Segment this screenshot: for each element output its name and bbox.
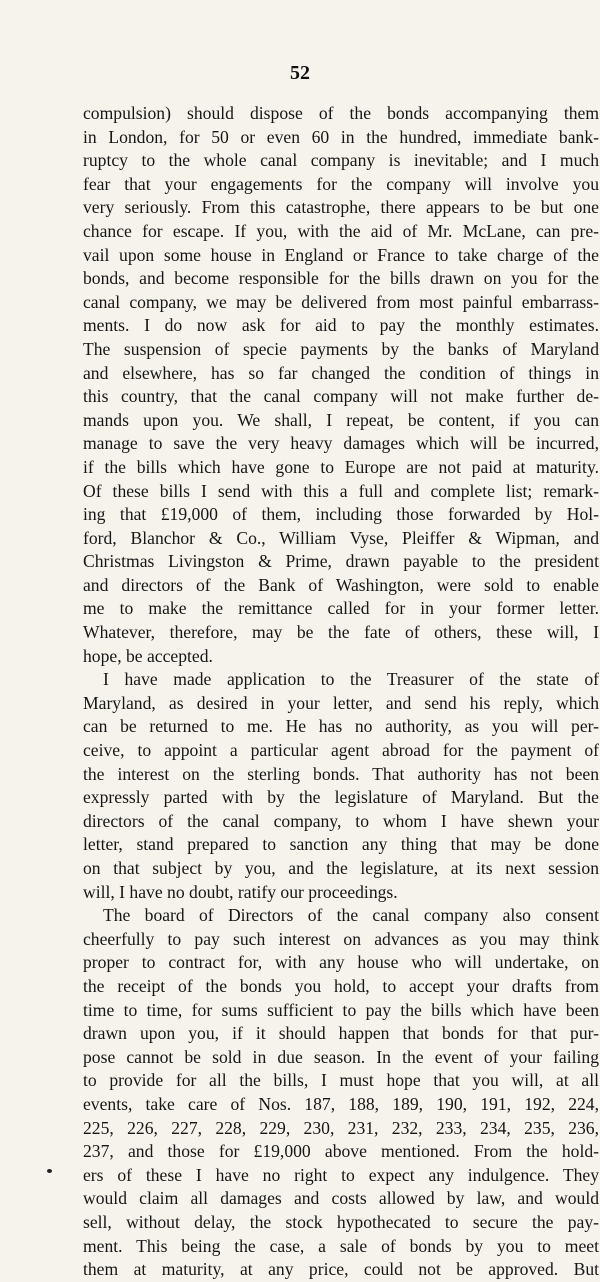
text-line: vail upon some house in England or France to take charge of the bbox=[83, 244, 599, 265]
text-line: can be returned to me. He has no authority, as you will per- bbox=[83, 716, 599, 737]
text-line: ment. This being the case, a sale of bonds by you to meet bbox=[83, 1235, 599, 1256]
text-line: this country, that the canal company will not make further de- bbox=[83, 386, 599, 407]
text-line: canal company, we may be delivered from most painful embarrass- bbox=[83, 291, 599, 312]
text-line: events, take care of Nos. 187, 188, 189, 190, 191, 192, 224, bbox=[83, 1093, 599, 1114]
text-line: on that subject by you, and the legislature, at its next session bbox=[83, 858, 599, 878]
text-line: I have made application to the Treasurer of the state of bbox=[103, 669, 599, 690]
text-line: in London, for 50 or even 60 in the hundred, immediate bank- bbox=[83, 126, 599, 147]
text-line: fear that your engagements for the company will involve you bbox=[83, 173, 599, 194]
text-line: The suspension of specie payments by the banks of Maryland bbox=[83, 338, 599, 359]
text-line: Of these bills I send with this a full and complete list; remark- bbox=[83, 480, 599, 501]
text-line: directors of the canal company, to whom I have shewn your bbox=[83, 810, 599, 831]
text-line: proper to contract for, with any house who will undertake, on bbox=[83, 952, 599, 973]
text-line: cheerfully to pay such interest on advances as you may think bbox=[83, 928, 599, 949]
text-line: letter, stand prepared to sanction any thing that may be done bbox=[83, 834, 599, 855]
text-line: would claim all damages and costs allowed by law, and would bbox=[83, 1188, 599, 1209]
text-line: compulsion) should dispose of the bonds accompanying them bbox=[83, 103, 599, 123]
ink-mark bbox=[47, 1169, 52, 1173]
text-line: will, I have no doubt, ratify our proceedings. bbox=[83, 881, 398, 902]
text-line: 237, and those for £19,000 above mentioned. From the hold- bbox=[83, 1141, 599, 1162]
text-line: Whatever, therefore, may be the fate of others, these will, I bbox=[83, 622, 599, 643]
text-line: ments. I do now ask for aid to pay the monthly estimates. bbox=[83, 315, 599, 336]
text-line: pose cannot be sold in due season. In the event of your failing bbox=[83, 1046, 599, 1067]
body-text bbox=[83, 102, 599, 1282]
text-line: the receipt of the bonds you hold, to accept your drafts from bbox=[83, 975, 599, 996]
page-number: 52 bbox=[290, 62, 310, 84]
text-line: Maryland, as desired in your letter, and send his reply, which bbox=[83, 692, 599, 713]
text-line: The board of Directors of the canal company also consent bbox=[103, 905, 599, 926]
text-line: Christmas Livingston & Prime, drawn payable to the president bbox=[83, 551, 599, 572]
text-line: ford, Blanchor & Co., William Vyse, Pleiffer & Wipman, and bbox=[83, 527, 599, 548]
text-line: the interest on the sterling bonds. That authority has not been bbox=[83, 763, 599, 784]
text-line: chance for escape. If you, with the aid of Mr. McLane, can pre- bbox=[83, 220, 599, 241]
text-line: to provide for all the bills, I must hope that you will, at all bbox=[83, 1070, 599, 1091]
text-line: time to time, for sums sufficient to pay the bills which have been bbox=[83, 999, 599, 1020]
text-line: hope, be accepted. bbox=[83, 645, 213, 666]
text-line: sell, without delay, the stock hypothecated to secure the pay- bbox=[83, 1211, 599, 1232]
text-line: ing that £19,000 of them, including those forwarded by Hol- bbox=[83, 504, 599, 525]
text-line: and elsewhere, has so far changed the condition of things in bbox=[83, 362, 599, 383]
text-line: drawn upon you, if it should happen that bonds for that pur- bbox=[83, 1023, 599, 1044]
text-line: ruptcy to the whole canal company is inevitable; and I much bbox=[83, 150, 599, 171]
text-line: bonds, and become responsible for the bills drawn on you for the bbox=[83, 268, 599, 289]
text-line: me to make the remittance called for in your former letter. bbox=[83, 598, 599, 619]
text-line: ers of these I have no right to expect any indulgence. They bbox=[83, 1164, 599, 1185]
text-line: ceive, to appoint a particular agent abroad for the payment of bbox=[83, 740, 599, 761]
text-line: if the bills which have gone to Europe are not paid at maturity. bbox=[83, 456, 599, 477]
text-line: mands upon you. We shall, I repeat, be content, if you can bbox=[83, 409, 599, 430]
text-line: and directors of the Bank of Washington, were sold to enable bbox=[83, 574, 599, 595]
text-line: expressly parted with by the legislature of Maryland. But the bbox=[83, 787, 599, 808]
text-line: very seriously. From this catastrophe, there appears to be but one bbox=[83, 197, 599, 218]
text-line: manage to save the very heavy damages which will be incurred, bbox=[83, 433, 599, 454]
text-line: them at maturity, at any price, could not be approved. But bbox=[83, 1259, 599, 1280]
text-line: 225, 226, 227, 228, 229, 230, 231, 232, 233, 234, 235, 236, bbox=[83, 1117, 599, 1138]
